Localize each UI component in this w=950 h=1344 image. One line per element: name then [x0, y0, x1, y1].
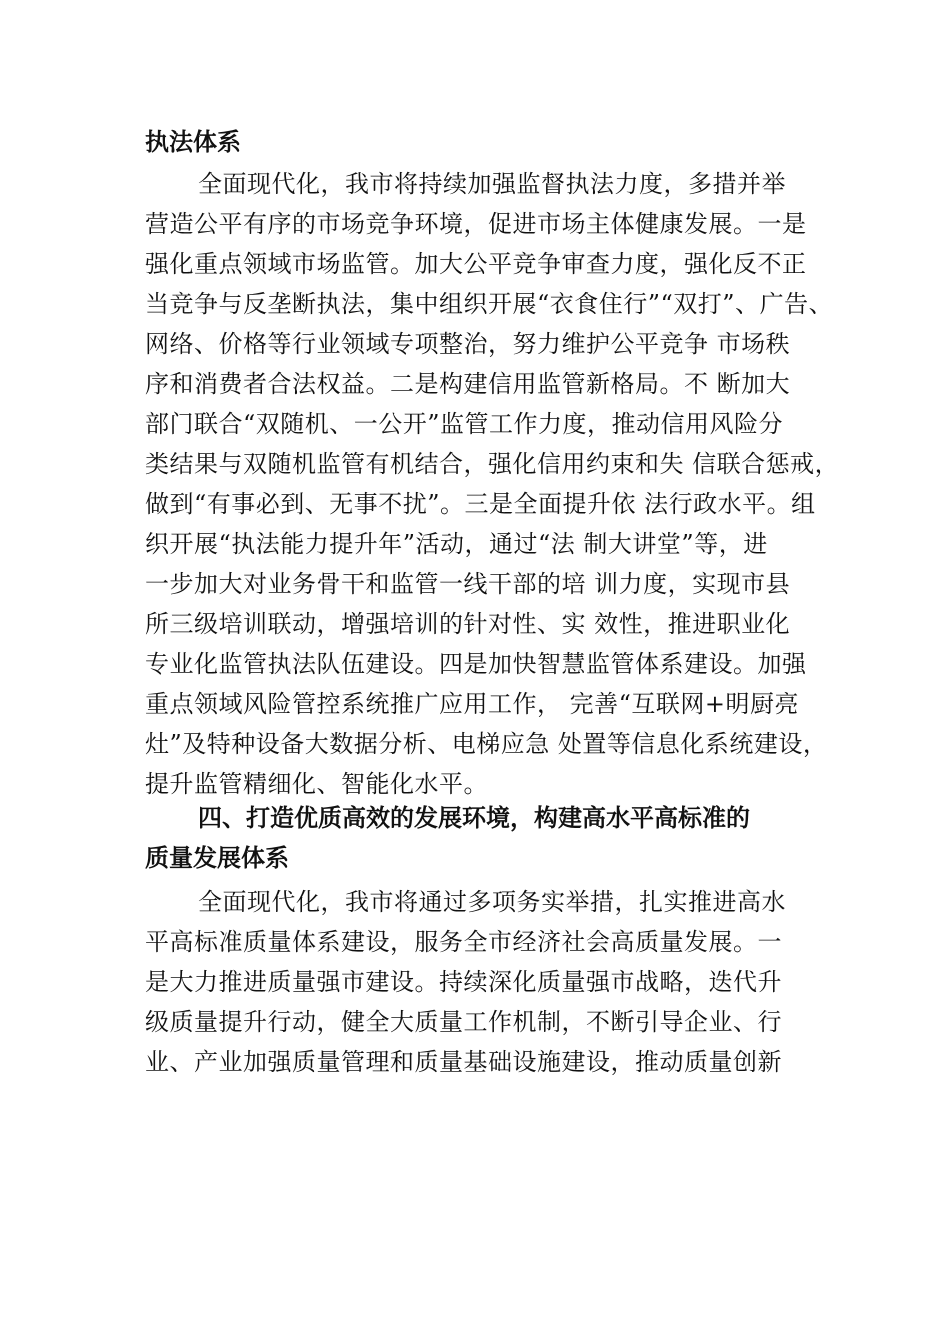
paragraph-line: 营造公平有序的市场竞争环境，促进市场主体健康发展。一是: [145, 210, 807, 238]
paragraph-line: 序和消费者合法权益。二是构建信用监管新格局。不 断加大: [145, 370, 791, 398]
paragraph-line: 平高标准质量体系建设，服务全市经济社会高质量发展。一: [145, 928, 782, 956]
paragraph-line: 强化重点领域市场监管。加大公平竞争审查力度，强化反不正: [145, 250, 807, 278]
paragraph-line: 级质量提升行动，健全大质量工作机制，不断引导企业、行: [145, 1008, 782, 1036]
paragraph-line: 重点领域风险管控系统推广应用工作， 完善“互联网+明厨亮: [145, 690, 800, 718]
paragraph-line: 专业化监管执法队伍建设。四是加快智慧监管体系建设。加强: [145, 650, 807, 678]
paragraph-line: 所三级培训联动，增强培训的针对性、实 效性，推进职业化: [145, 610, 791, 638]
paragraph-line: 全面现代化，我市将通过多项务实举措，扎实推进高水: [198, 888, 786, 916]
paragraph-line: 提升监管精细化、智能化水平。: [145, 770, 488, 798]
paragraph-line: 业、产业加强质量管理和质量基础设施建设，推动质量创新: [145, 1048, 782, 1076]
paragraph-line: 部门联合“双随机、一公开”监管工作力度，推动信用风险分: [145, 410, 784, 438]
section-heading: 四、打造优质高效的发展环境，构建高水平高标准的: [198, 804, 750, 832]
paragraph-line: 当竞争与反垄断执法，集中组织开展“衣食住行”“双打”、广告、: [145, 290, 834, 318]
paragraph-line: 做到“有事必到、无事不扰”。三是全面提升依 法行政水平。组: [145, 490, 816, 518]
paragraph-line: 一步加大对业务骨干和监管一线干部的培 训力度，实现市县: [145, 570, 791, 598]
paragraph-line: 灶”及特种设备大数据分析、电梯应急 处置等信息化系统建设，: [145, 730, 828, 758]
section-heading-continuation: 执法体系: [145, 128, 241, 156]
paragraph-line: 类结果与双随机监管有机结合，强化信用约束和失 信联合惩戒，: [145, 450, 840, 478]
paragraph-line: 网络、价格等行业领域专项整治，努力维护公平竞争 市场秩: [145, 330, 791, 358]
paragraph-line: 全面现代化，我市将持续加强监督执法力度，多措并举: [198, 170, 786, 198]
paragraph-line: 织开展“执法能力提升年”活动，通过“法 制大讲堂”等，进: [145, 530, 768, 558]
paragraph-line: 是大力推进质量强市建设。持续深化质量强市战略，迭代升: [145, 968, 782, 996]
section-heading-continuation: 质量发展体系: [145, 844, 289, 872]
